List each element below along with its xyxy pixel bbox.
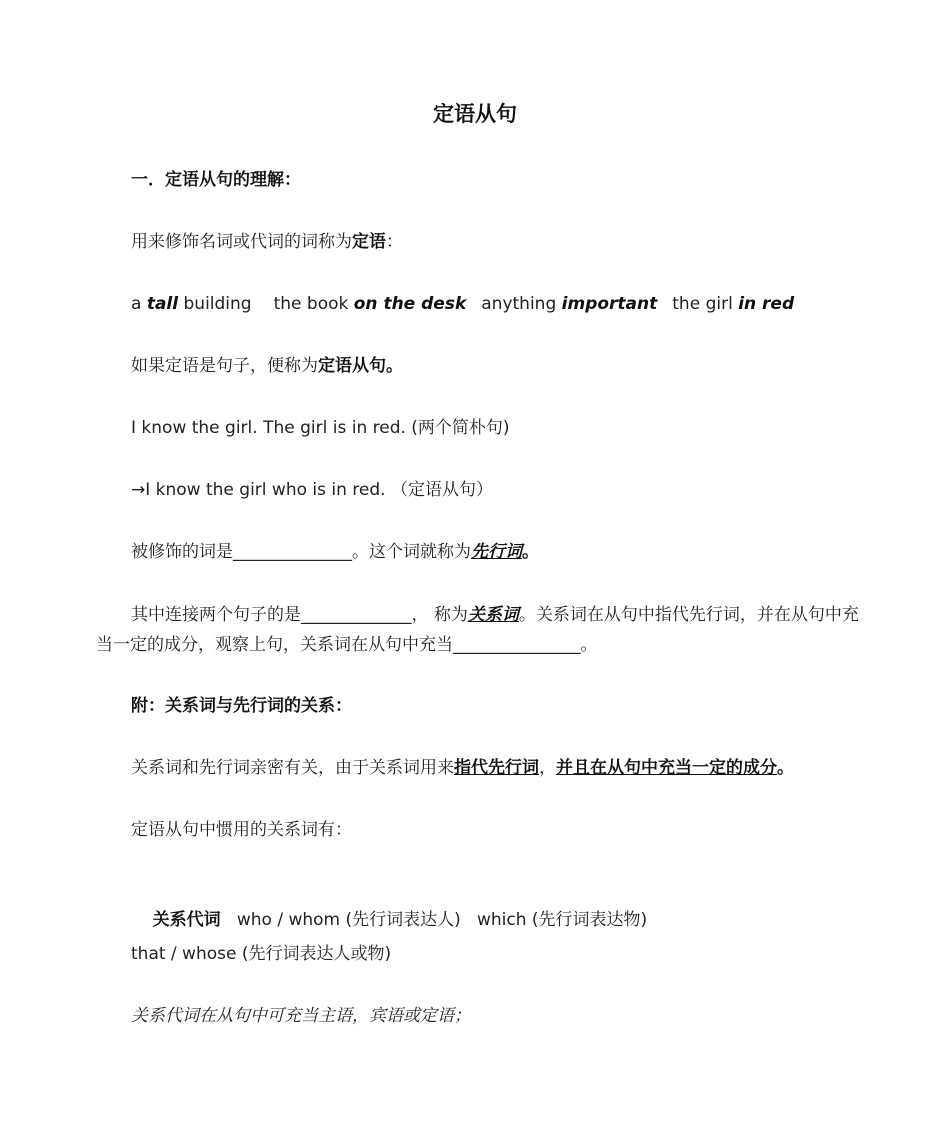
example-1-noun: building xyxy=(178,294,252,314)
simple-sentences-example: I know the girl. The girl is in red. (两个简朴句) xyxy=(131,418,510,438)
combined-sentence-example: →I know the girl who is in red. （定语从句） xyxy=(131,480,493,500)
example-1-prefix: a xyxy=(131,294,147,314)
attribute-examples-line xyxy=(131,290,794,318)
example-2-noun: the book xyxy=(273,294,354,314)
page-title: 定语从句 xyxy=(433,102,517,126)
antecedent-term: 先行词 xyxy=(471,542,522,562)
that-whose-line: that / whose (先行词表达人或物) xyxy=(131,944,392,964)
section-heading-understanding: 一．定语从句的理解： xyxy=(131,170,301,190)
relation-emphasis-1: 指代先行词 xyxy=(454,758,539,778)
relative-pronouns-list: who / whom (先行词表达人) which (先行词表达物) xyxy=(220,910,648,930)
antecedent-suffix: 。 xyxy=(522,542,539,562)
relation-line xyxy=(131,754,794,782)
common-relatives-line: 定语从句中惯用的关系词有： xyxy=(131,820,352,840)
example-3-attribute: important xyxy=(561,294,658,314)
relative-word-text: 其中连接两个句子的是_____________， 称为 xyxy=(131,605,468,625)
relation-separator: ， xyxy=(539,758,556,778)
example-2-attribute: on the desk xyxy=(353,294,467,314)
definition-suffix: ： xyxy=(386,232,403,252)
clause-definition-term: 定语从句。 xyxy=(318,356,403,376)
relation-suffix: 。 xyxy=(777,758,794,778)
definition-text: 用来修饰名词或代词的词称为 xyxy=(131,232,352,252)
relation-emphasis-2: 并且在从句中充当一定的成分 xyxy=(556,758,777,778)
relative-pronouns-label: 关系代词 xyxy=(152,910,221,930)
definition-line xyxy=(131,228,403,256)
pronoun-function-note: 关系代词在从句中可充当主语，宾语或定语； xyxy=(131,1006,471,1026)
relative-word-paragraph xyxy=(96,600,866,660)
relative-word-explanation: 。关系词在从句中指代先行词，并在从句中充当一定的成分，观察上句，关系词在从句中充当_______________。 xyxy=(96,605,859,655)
appendix-heading: 附：关系词与先行词的关系： xyxy=(131,696,352,716)
example-3-noun: anything xyxy=(481,294,562,314)
antecedent-text: 被修饰的词是______________。这个词就称为 xyxy=(131,542,471,562)
antecedent-line xyxy=(131,538,539,566)
relative-word-term: 关系词 xyxy=(467,605,519,625)
example-4-attribute: in red xyxy=(738,294,795,314)
example-1-attribute: tall xyxy=(146,294,179,314)
clause-definition-line xyxy=(131,352,403,380)
relation-text: 关系词和先行词亲密有关，由于关系词用来 xyxy=(131,758,454,778)
example-4-noun: the girl xyxy=(672,294,739,314)
definition-term: 定语 xyxy=(352,232,386,252)
clause-definition-text: 如果定语是句子，便称为 xyxy=(131,356,318,376)
